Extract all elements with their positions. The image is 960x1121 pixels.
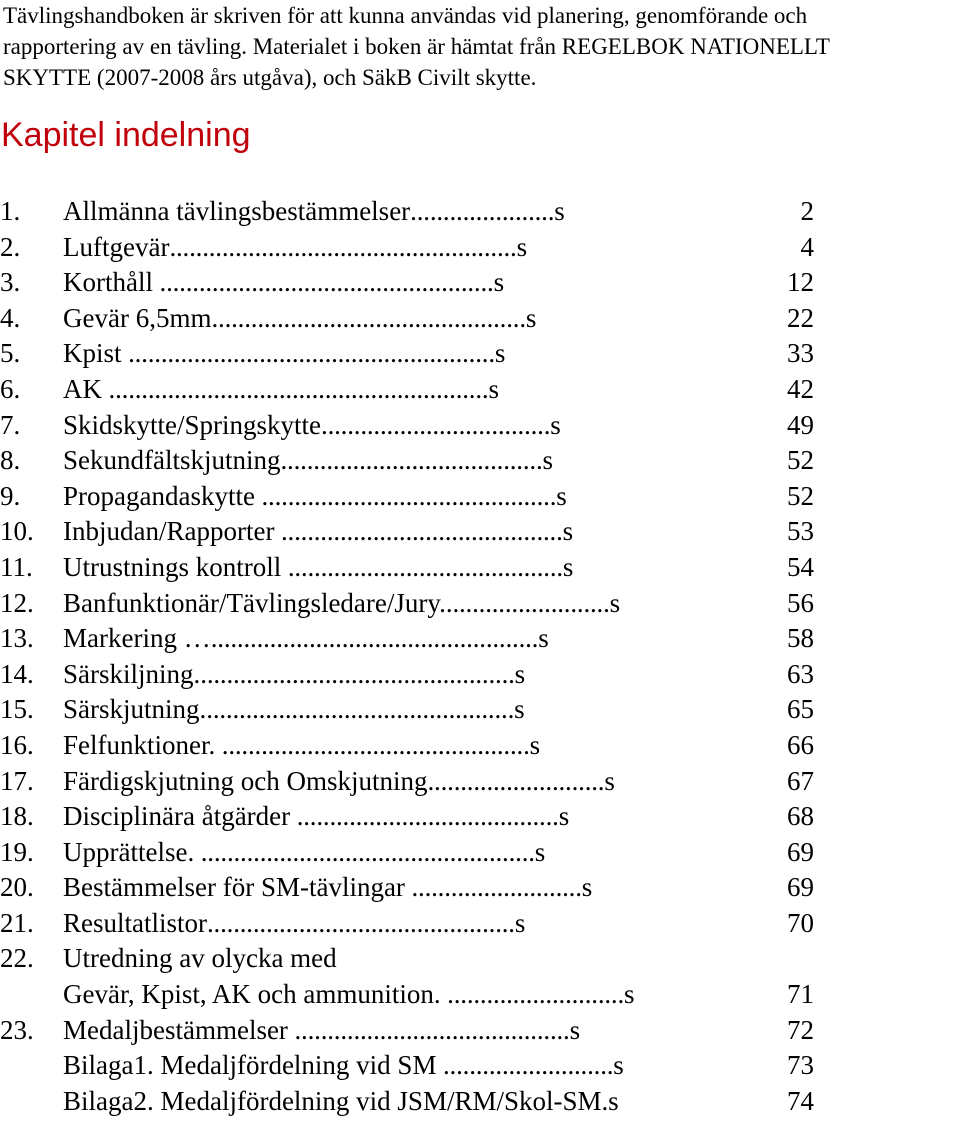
toc-entry-page: 56 [787,587,814,618]
toc-entry-leader: ...........................s [440,979,635,1010]
toc-entry-page: 12 [787,267,814,298]
toc-entry-page: 63 [787,658,814,689]
toc-entry-number: 16. [0,729,34,760]
toc-entry-title-text: Skidskytte/Springskytte [63,409,322,440]
toc-entry-title [63,870,592,906]
toc-entry-leader: ..................................................s [210,623,549,654]
toc-entry [0,692,960,728]
toc-entry-title [63,194,565,230]
toc-entry-number: 15. [0,694,34,725]
toc-entry [0,550,960,586]
toc-entry-number: 19. [0,836,34,867]
toc-entry-leader: ..........................................................s [102,373,499,404]
intro-line: rapportering av en tävling. Materialet i boken är hämtat från REGELBOK NATIONELLT [3,34,830,59]
toc-entry-page: 66 [787,729,814,760]
toc-entry [0,728,960,764]
toc-entry-leader: ..........................s [436,1050,624,1081]
toc-entry-title [63,336,505,372]
toc-entry-leader: ...................................................s [152,267,504,298]
toc-entry [0,336,960,372]
toc-entry [0,799,960,835]
toc-entry [0,301,960,337]
toc-entry-page: 74 [787,1085,814,1116]
toc-entry-number: 17. [0,765,34,796]
toc-entry-title [63,1013,580,1049]
toc-entry-leader: .s [601,1085,619,1116]
toc-entry-title [63,408,561,444]
table-of-contents [0,194,960,1119]
toc-entry-leader: ........................................s [280,445,553,476]
toc-entry-page: 2 [800,196,814,226]
toc-entry-title-text: Disciplinära åtgärder [63,801,291,832]
toc-entry-number: 12. [0,587,34,618]
toc-entry-page: 52 [787,480,814,511]
toc-entry-page: 68 [787,801,814,832]
toc-entry-leader: ..........................................s [287,1014,580,1045]
toc-entry-page: 52 [787,445,814,476]
toc-entry-title-text: Sekundfältskjutning [63,445,281,476]
intro-paragraph [3,0,953,93]
toc-entry [0,479,960,515]
toc-entry [0,265,960,301]
toc-entry [0,443,960,479]
toc-entry-title-text: Banfunktionär/Tävlingsledare/Jury. [63,587,446,618]
toc-entry-title-text: Inbjudan/Rapporter [63,516,275,547]
toc-entry-page: 72 [787,1014,814,1045]
toc-entry-leader: ...............................................s [215,729,540,760]
toc-entry-title-text: Bilaga1. Medaljfördelning vid SM [63,1050,437,1081]
toc-entry-number: 5. [0,338,21,369]
toc-entry-title-text: Bestämmelser för SM-tävlingar [63,872,405,903]
toc-entry-page: 33 [787,338,814,369]
toc-entry-number: 4. [0,302,21,333]
toc-entry-title [63,1048,624,1084]
toc-entry-title-text: Utredning av olycka med [63,943,337,974]
toc-entry-number: 6. [0,373,21,404]
toc-entry-title-text: Särskiljning. [63,658,201,689]
toc-entry-page: 67 [787,765,814,796]
toc-entry-title-text: Kpist [63,338,122,369]
toc-entry-leader: ...........................s [427,765,615,796]
toc-entry-title [63,479,567,515]
toc-entry-title-text: Luftgevär [63,231,170,262]
toc-entry-title [63,728,540,764]
toc-entry-title [63,977,634,1013]
toc-entry-title [63,906,525,942]
toc-entry-leader: ................................................s [211,302,537,333]
toc-entry-title [63,230,527,266]
toc-entry-number: 8. [0,445,21,476]
toc-entry-title-text: Gevär 6,5mm [63,302,212,333]
toc-entry-leader: ...................................................s [194,836,546,867]
toc-entry-page: 65 [787,694,814,725]
toc-entry-title [63,265,504,301]
toc-entry-title-text: AK [63,373,102,404]
toc-entry-title-text: Färdigskjutning och Omskjutning [63,765,428,796]
toc-entry-page: 49 [787,409,814,440]
toc-entry-number: 2. [0,231,21,262]
intro-line: SKYTTE (2007-2008 års utgåva), och SäkB Civilt skytte. [3,65,537,90]
toc-entry-number: 20. [0,872,34,903]
toc-entry-title [63,550,573,586]
toc-entry-title-text: Felfunktioner. [63,729,216,760]
toc-entry [0,372,960,408]
toc-entry [0,1013,960,1049]
toc-entry-number: 3. [0,267,21,298]
toc-entry-number: 11. [0,551,33,582]
toc-entry [0,586,960,622]
toc-entry-title [63,621,549,657]
toc-entry-leader: .............................................s [254,480,567,511]
toc-entry-title [63,657,525,693]
toc-entry-leader: ...........................................s [274,516,573,547]
toc-entry-leader: ..........................s [404,872,593,903]
toc-entry-page: 4 [800,231,814,262]
section-heading: Kapitel indelning [1,116,251,154]
toc-entry-title-text: Särskjutning. [63,694,207,725]
toc-entry-page: 53 [787,516,814,547]
toc-entry-leader: .....................................................s [169,231,527,262]
toc-entry-number: 9. [0,480,21,511]
toc-entry-leader: ......................s [410,196,565,226]
toc-entry-title [63,1084,618,1120]
toc-entry-leader: ................................................s [200,658,525,689]
toc-entry-number: 1. [0,196,21,226]
toc-entry-title [63,443,553,479]
toc-entry-title-text: Markering … [63,623,211,654]
toc-entry-number: 21. [0,907,34,938]
toc-entry-leader: ........................................................s [121,338,506,369]
toc-entry-title [63,692,524,728]
toc-entry [0,764,960,800]
toc-entry-page: 70 [787,907,814,938]
toc-entry-title [63,764,615,800]
toc-entry-number: 22. [0,943,34,974]
toc-entry-title-text: Resultatlistor [63,907,207,938]
toc-entry-number: 23. [0,1014,34,1045]
toc-entry [0,1084,960,1120]
toc-entry-title-text: Medaljbestämmelser [63,1014,288,1045]
intro-line: Tävlingshandboken är skriven för att kunna användas vid planering, genomförande och [3,3,808,28]
toc-entry [0,194,960,230]
toc-entry-title-text: Upprättelse. [63,836,195,867]
toc-entry-number: 10. [0,516,34,547]
toc-entry [0,230,960,266]
toc-entry-title [63,372,499,408]
toc-entry-leader: ...................................s [321,409,561,440]
toc-entry-number: 7. [0,409,21,440]
toc-entry-page: 69 [787,872,814,903]
toc-entry [0,657,960,693]
toc-entry-leader: ...............................................s [206,694,525,725]
toc-entry-page: 73 [787,1050,814,1081]
toc-entry [0,1048,960,1084]
toc-entry-title-text: Allmänna tävlingsbestämmelser [63,196,411,226]
toc-entry [0,977,960,1013]
toc-entry-title [63,301,536,337]
toc-entry-title-text: Korthåll [63,267,153,298]
toc-entry [0,870,960,906]
toc-entry [0,621,960,657]
toc-entry-leader: ........................................s [290,801,569,832]
toc-entry-title-text: Propagandaskytte [63,480,255,511]
toc-entry [0,514,960,550]
toc-entry [0,835,960,871]
toc-entry-title-text: Utrustnings kontroll [63,551,282,582]
toc-entry-title [63,835,545,871]
toc-entry-number: 18. [0,801,34,832]
toc-entry-leader: ..........................................s [281,551,574,582]
toc-entry-leader: ...............................................s [207,907,526,938]
toc-entry [0,408,960,444]
toc-entry [0,941,960,977]
toc-entry-page: 54 [787,551,814,582]
toc-entry-page: 22 [787,302,814,333]
toc-entry-page: 69 [787,836,814,867]
toc-entry-title-text: Gevär, Kpist, AK och ammunition. [63,979,441,1010]
toc-entry-number: 13. [0,623,34,654]
toc-entry-title-text: Bilaga2. Medaljfördelning vid JSM/RM/Skol-SM [63,1085,602,1116]
toc-entry-title [63,799,569,835]
toc-entry-page: 58 [787,623,814,654]
toc-entry-page: 42 [787,373,814,404]
toc-entry-title [63,941,337,977]
toc-entry [0,906,960,942]
toc-entry-number: 14. [0,658,34,689]
toc-entry-title [63,586,620,622]
toc-entry-leader: .........................s [445,587,620,618]
toc-entry-title [63,514,573,550]
toc-entry-page: 71 [787,979,814,1010]
